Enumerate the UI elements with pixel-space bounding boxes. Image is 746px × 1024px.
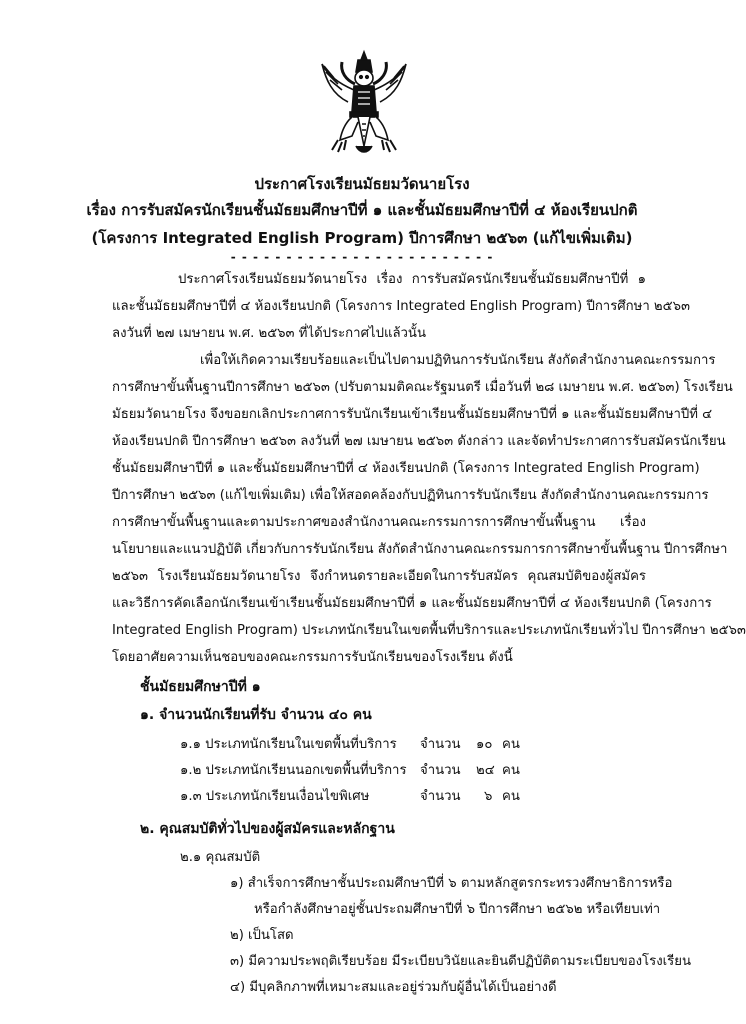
separator-line: - - - - - - - - - - - - - - - - - - - - - - - - xyxy=(230,250,494,264)
qualification-item: หรือกำลังศึกษาอยู่ชั้นประถมศึกษาปีที่ ๖ ปีการศึกษา ๒๕๖๒ หรือเทียบเท่า xyxy=(254,902,661,917)
paragraph-line: ๒๕๖๓ โรงเรียนมัธยมวัดนายโรง จึงกำหนดรายละเอียดในการรับสมัคร คุณสมบัติของผู้สมัคร xyxy=(112,569,646,584)
paragraph-line: ลงวันที่ ๒๗ เมษายน พ.ศ. ๒๕๖๓ ที่ได้ประกาศไปแล้วนั้น xyxy=(112,326,426,341)
quota-unit: คน xyxy=(502,789,520,804)
quota-unit: คน xyxy=(502,763,520,778)
paragraph-line: ประกาศโรงเรียนมัธยมวัดนายโรง เรื่อง การรับสมัครนักเรียนชั้นมัธยมศึกษาปีที่ ๑ xyxy=(178,272,646,287)
section-heading-qualifications: ๒. คุณสมบัติทั่วไปของผู้สมัครและหลักฐาน xyxy=(140,821,395,837)
paragraph-line: การศึกษาขั้นพื้นฐานและตามประกาศของสำนักงานคณะกรรมการการศึกษาขั้นพื้นฐาน เรื่อง xyxy=(112,515,646,530)
quota-word: จำนวน xyxy=(420,763,461,778)
paragraph-line: ชั้นมัธยมศึกษาปีที่ ๑ และชั้นมัธยมศึกษาปีที่ ๔ ห้องเรียนปกติ (โครงการ Integrated English Program) xyxy=(112,461,700,476)
announcement-subtitle: (โครงการ Integrated English Program) ปีการศึกษา ๒๕๖๓ (แก้ไขเพิ่มเติม) xyxy=(91,229,633,247)
quota-label: ๑.๑ ประเภทนักเรียนในเขตพื้นที่บริการ xyxy=(180,737,397,752)
paragraph-line: และชั้นมัธยมศึกษาปีที่ ๔ ห้องเรียนปกติ (โครงการ Integrated English Program) ปีการศึกษา ๒๕๖๓ xyxy=(112,299,690,314)
quota-number: ๖ xyxy=(484,789,493,804)
paragraph-line: โดยอาศัยความเห็นชอบของคณะกรรมการรับนักเรียนของโรงเรียน ดังนี้ xyxy=(112,650,513,665)
quota-label: ๑.๓ ประเภทนักเรียนเงื่อนไขพิเศษ xyxy=(180,789,370,804)
qualification-item: ๑) สำเร็จการศึกษาชั้นประถมศึกษาปีที่ ๖ ตามหลักสูตรกระทรวงศึกษาธิการหรือ xyxy=(230,876,673,891)
paragraph-line: Integrated English Program) ประเภทนักเรียนในเขตพื้นที่บริการและประเภทนักเรียนทั่วไป ปีการศึกษา ๒๕๖๓ xyxy=(112,623,746,638)
subsection-heading: ๒.๑ คุณสมบัติ xyxy=(180,850,261,865)
paragraph-line: ปีการศึกษา ๒๕๖๓ (แก้ไขเพิ่มเติม) เพื่อให้สอดคล้องกับปฏิทินการรับนักเรียน สังกัดสำนักงานคณะกรรมการ xyxy=(112,488,709,503)
paragraph-line: ห้องเรียนปกติ ปีการศึกษา ๒๕๖๓ ลงวันที่ ๒๗ เมษายน ๒๕๖๓ ดังกล่าว และจัดทำประกาศการรับสมัครนักเรียน xyxy=(112,434,726,449)
announcement-subject: เรื่อง การรับสมัครนักเรียนชั้นมัธยมศึกษาปีที่ ๑ และชั้นมัธยมศึกษาปีที่ ๔ ห้องเรียนปกติ xyxy=(86,201,638,219)
paragraph-line: เพื่อให้เกิดความเรียบร้อยและเป็นไปตามปฏิทินการรับนักเรียน สังกัดสำนักงานคณะกรรมการ xyxy=(200,353,716,368)
section-heading-quota: ๑. จำนวนนักเรียนที่รับ จำนวน ๔๐ คน xyxy=(140,707,372,723)
qualification-item: ๔) มีบุคลิกภาพที่เหมาะสมและอยู่ร่วมกับผู้อื่นได้เป็นอย่างดี xyxy=(230,980,557,995)
garuda-emblem-icon xyxy=(318,50,410,156)
quota-label: ๑.๒ ประเภทนักเรียนนอกเขตพื้นที่บริการ xyxy=(180,763,407,778)
quota-number: ๑๐ xyxy=(476,737,493,752)
paragraph-line: นโยบายและแนวปฏิบัติ เกี่ยวกับการรับนักเรียน สังกัดสำนักงานคณะกรรมการการศึกษาขั้นพื้นฐาน ปีการศึกษา xyxy=(112,542,728,557)
quota-number: ๒๔ xyxy=(476,763,495,778)
announcement-title: ประกาศโรงเรียนมัธยมวัดนายโรง xyxy=(254,175,470,193)
quota-word: จำนวน xyxy=(420,789,461,804)
paragraph-line: มัธยมวัดนายโรง จึงขอยกเลิกประกาศการรับนักเรียนเข้าเรียนชั้นมัธยมศึกษาปีที่ ๑ และชั้นมัธยมศึกษาปีที่ ๔ xyxy=(112,407,713,422)
paragraph-line: การศึกษาขั้นพื้นฐานปีการศึกษา ๒๕๖๓ (ปรับตามมติคณะรัฐมนตรี เมื่อวันที่ ๒๘ เมษายน พ.ศ. ๒๕๖๓) โรงเรียน xyxy=(112,380,733,395)
qualification-item: ๓) มีความประพฤติเรียบร้อย มีระเบียบวินัยและยินดีปฏิบัติตามระเบียบของโรงเรียน xyxy=(230,954,691,969)
section-heading-m1: ชั้นมัธยมศึกษาปีที่ ๑ xyxy=(140,679,261,695)
qualification-item: ๒) เป็นโสด xyxy=(230,928,294,943)
paragraph-line: และวิธีการคัดเลือกนักเรียนเข้าเรียนชั้นมัธยมศึกษาปีที่ ๑ และชั้นมัธยมศึกษาปีที่ ๔ ห้องเรียนปกติ (โครงการ xyxy=(112,596,712,611)
quota-unit: คน xyxy=(502,737,520,752)
quota-word: จำนวน xyxy=(420,737,461,752)
